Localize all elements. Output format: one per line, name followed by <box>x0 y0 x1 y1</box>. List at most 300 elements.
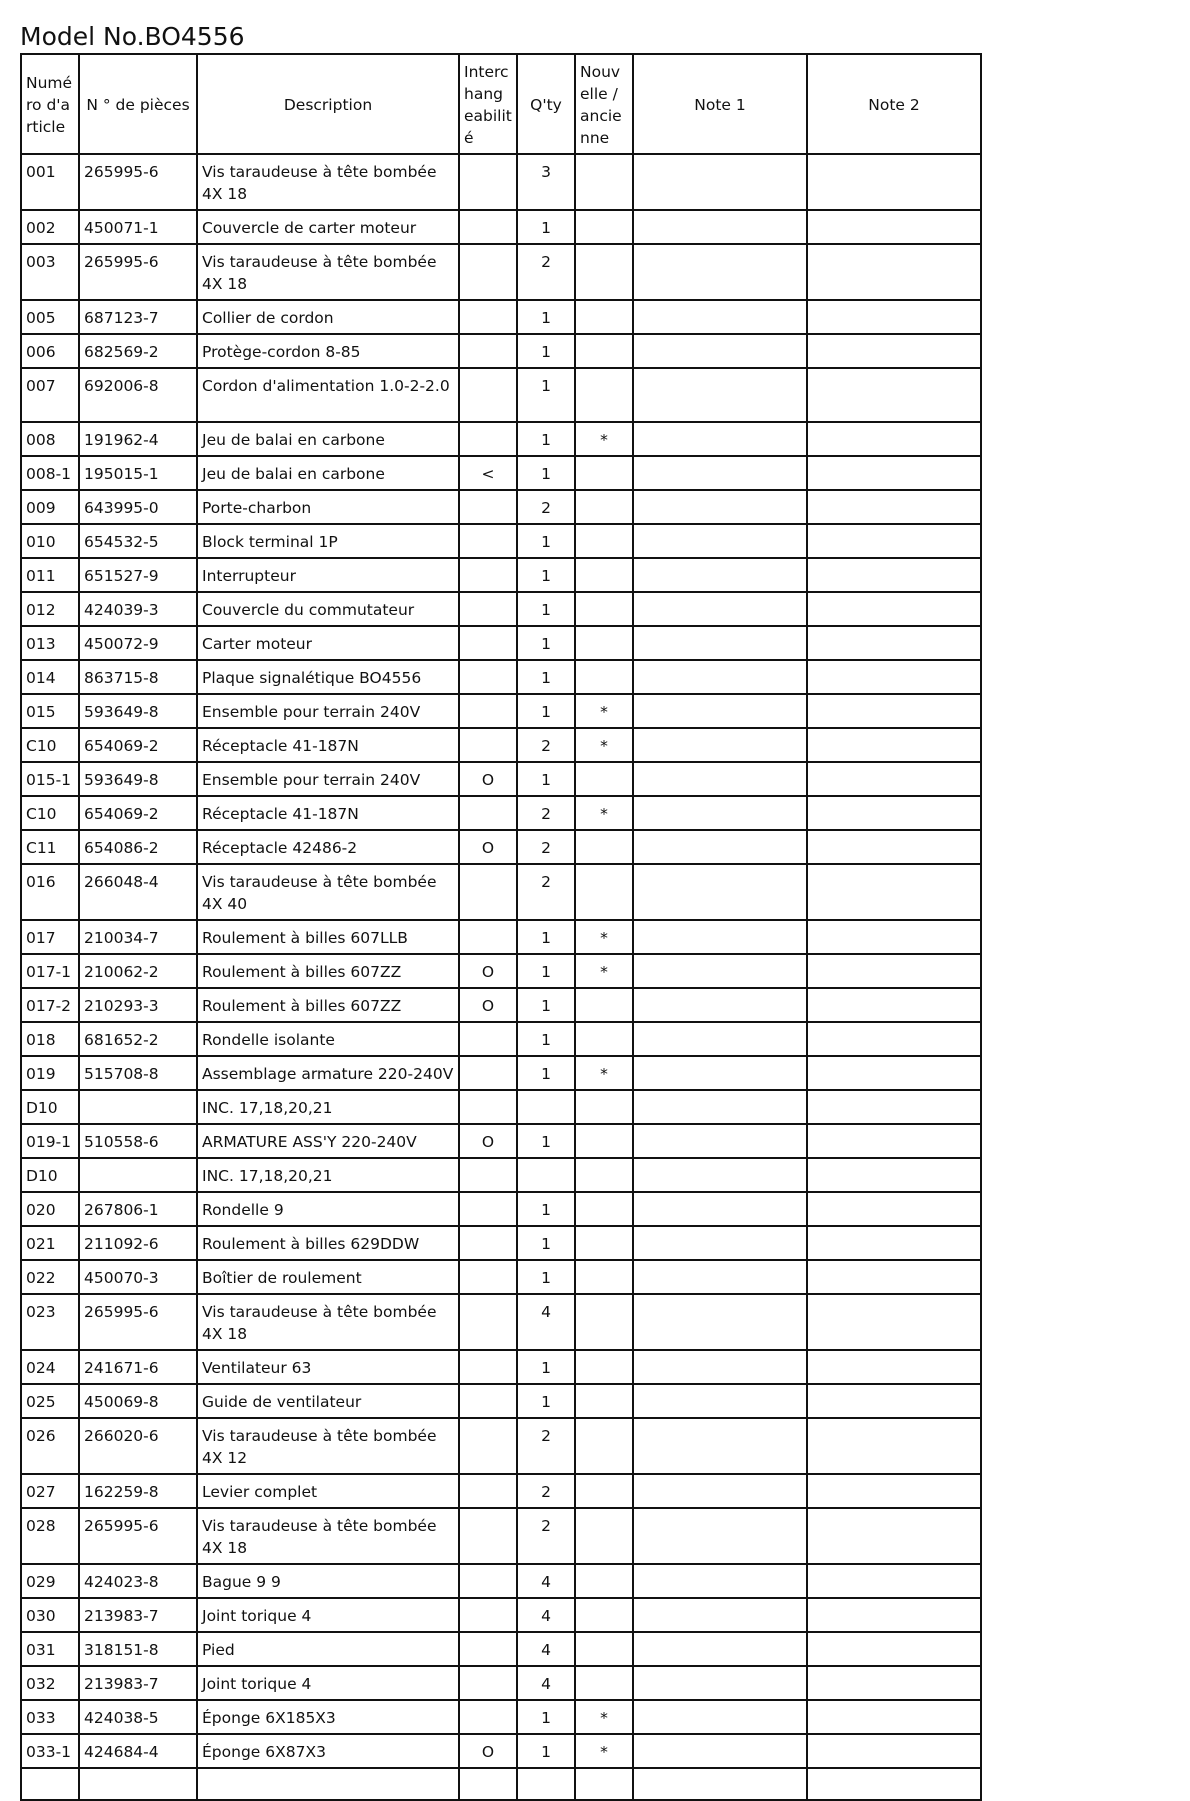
note-2-cell <box>807 1124 981 1158</box>
new-old-cell <box>575 1666 633 1700</box>
part-number-cell: 654069-2 <box>79 796 197 830</box>
part-number-cell: 241671-6 <box>79 1350 197 1384</box>
description-cell: Roulement à billes 607ZZ <box>197 988 459 1022</box>
part-number-cell: 450070-3 <box>79 1260 197 1294</box>
note-1-cell <box>633 920 807 954</box>
note-2-cell <box>807 1294 981 1350</box>
quantity-cell: 2 <box>517 1418 575 1474</box>
description-cell: Roulement à billes 629DDW <box>197 1226 459 1260</box>
interchangeability-cell <box>459 1508 517 1564</box>
note-1-cell <box>633 1384 807 1418</box>
part-number-cell: 191962-4 <box>79 422 197 456</box>
interchangeability-cell <box>459 1294 517 1350</box>
note-2-cell <box>807 154 981 210</box>
note-2-cell <box>807 558 981 592</box>
interchangeability-cell <box>459 1666 517 1700</box>
new-old-cell <box>575 864 633 920</box>
new-old-cell <box>575 660 633 694</box>
interchangeability-cell <box>459 1192 517 1226</box>
description-cell: Vis taraudeuse à tête bombée 4X 18 <box>197 244 459 300</box>
quantity-cell: 1 <box>517 1022 575 1056</box>
part-number-cell: 450069-8 <box>79 1384 197 1418</box>
quantity-cell: 1 <box>517 1384 575 1418</box>
interchangeability-cell <box>459 1350 517 1384</box>
new-old-cell <box>575 1598 633 1632</box>
interchangeability-cell <box>459 1090 517 1124</box>
note-2-cell <box>807 1090 981 1124</box>
note-2-cell <box>807 1056 981 1090</box>
new-old-cell <box>575 1418 633 1474</box>
quantity-cell: 1 <box>517 334 575 368</box>
note-2-cell <box>807 954 981 988</box>
interchangeability-cell <box>459 422 517 456</box>
table-row <box>21 1700 981 1734</box>
table-row <box>21 830 981 864</box>
note-2-cell <box>807 728 981 762</box>
col-header-interchangeability: Interc hang eabilit é <box>459 54 517 154</box>
table-row <box>21 456 981 490</box>
quantity-cell: 2 <box>517 796 575 830</box>
part-number-cell: 318151-8 <box>79 1632 197 1666</box>
note-2-cell <box>807 422 981 456</box>
description-cell: Vis taraudeuse à tête bombée 4X 40 <box>197 864 459 920</box>
part-number-cell: 210034-7 <box>79 920 197 954</box>
note-1-cell <box>633 334 807 368</box>
article-number-cell: 017-1 <box>21 954 79 988</box>
new-old-cell <box>575 1090 633 1124</box>
new-old-cell <box>575 1158 633 1192</box>
new-old-cell: * <box>575 1734 633 1768</box>
description-cell: Roulement à billes 607LLB <box>197 920 459 954</box>
part-number-cell: 265995-6 <box>79 154 197 210</box>
note-2-cell <box>807 1384 981 1418</box>
table-row <box>21 796 981 830</box>
quantity-cell: 1 <box>517 626 575 660</box>
part-number-cell: 162259-8 <box>79 1474 197 1508</box>
article-number-cell: 016 <box>21 864 79 920</box>
article-number-cell: 002 <box>21 210 79 244</box>
article-number-cell: 011 <box>21 558 79 592</box>
part-number-cell: 265995-6 <box>79 1508 197 1564</box>
article-number-cell: 007 <box>21 368 79 422</box>
new-old-cell: * <box>575 954 633 988</box>
part-number-cell: 267806-1 <box>79 1192 197 1226</box>
table-row <box>21 1090 981 1124</box>
description-cell: Jeu de balai en carbone <box>197 422 459 456</box>
article-number-cell: 014 <box>21 660 79 694</box>
new-old-cell <box>575 1192 633 1226</box>
interchangeability-cell <box>459 490 517 524</box>
quantity-cell: 1 <box>517 988 575 1022</box>
new-old-cell <box>575 988 633 1022</box>
note-1-cell <box>633 524 807 558</box>
part-number-cell: 654069-2 <box>79 728 197 762</box>
note-2-cell <box>807 988 981 1022</box>
note-2-cell <box>807 1226 981 1260</box>
new-old-cell <box>575 830 633 864</box>
note-2-cell <box>807 490 981 524</box>
description-cell: Guide de ventilateur <box>197 1384 459 1418</box>
note-1-cell <box>633 1226 807 1260</box>
table-row <box>21 524 981 558</box>
note-1-cell <box>633 244 807 300</box>
new-old-cell <box>575 300 633 334</box>
description-cell: Block terminal 1P <box>197 524 459 558</box>
note-1-cell <box>633 1418 807 1474</box>
note-1-cell <box>633 1350 807 1384</box>
part-number-cell: 450072-9 <box>79 626 197 660</box>
note-2-cell <box>807 1508 981 1564</box>
note-1-cell <box>633 1056 807 1090</box>
new-old-cell <box>575 1350 633 1384</box>
article-number-cell: 029 <box>21 1564 79 1598</box>
col-header-note-1: Note 1 <box>633 54 807 154</box>
new-old-cell <box>575 244 633 300</box>
description-cell: Assemblage armature 220-240V <box>197 1056 459 1090</box>
interchangeability-cell <box>459 1158 517 1192</box>
note-2-cell <box>807 694 981 728</box>
quantity-cell: 1 <box>517 762 575 796</box>
article-number-cell: 003 <box>21 244 79 300</box>
interchangeability-cell: O <box>459 1734 517 1768</box>
description-cell: Joint torique 4 <box>197 1666 459 1700</box>
quantity-cell: 1 <box>517 210 575 244</box>
description-cell: INC. 17,18,20,21 <box>197 1158 459 1192</box>
article-number-cell: 022 <box>21 1260 79 1294</box>
part-number-cell: 424023-8 <box>79 1564 197 1598</box>
interchangeability-cell <box>459 728 517 762</box>
article-number-cell: 030 <box>21 1598 79 1632</box>
new-old-cell: * <box>575 1056 633 1090</box>
article-number-cell: 009 <box>21 490 79 524</box>
note-2-cell <box>807 830 981 864</box>
description-cell: Vis taraudeuse à tête bombée 4X 18 <box>197 154 459 210</box>
description-cell: Vis taraudeuse à tête bombée 4X 12 <box>197 1418 459 1474</box>
interchangeability-cell <box>459 1700 517 1734</box>
note-1-cell <box>633 1598 807 1632</box>
interchangeability-cell <box>459 1474 517 1508</box>
note-2-cell <box>807 626 981 660</box>
table-row <box>21 558 981 592</box>
quantity-cell: 1 <box>517 524 575 558</box>
note-1-cell <box>633 864 807 920</box>
article-number-cell: 018 <box>21 1022 79 1056</box>
interchangeability-cell <box>459 558 517 592</box>
new-old-cell <box>575 490 633 524</box>
note-2-cell <box>807 1418 981 1474</box>
table-row <box>21 762 981 796</box>
article-number-cell: 019-1 <box>21 1124 79 1158</box>
new-old-cell: * <box>575 694 633 728</box>
new-old-cell <box>575 1564 633 1598</box>
quantity-cell: 1 <box>517 456 575 490</box>
note-2-cell <box>807 1022 981 1056</box>
quantity-cell: 1 <box>517 1226 575 1260</box>
article-number-cell: 001 <box>21 154 79 210</box>
description-cell: Éponge 6X87X3 <box>197 1734 459 1768</box>
table-row <box>21 1192 981 1226</box>
table-row <box>21 368 981 422</box>
article-number-cell: 008 <box>21 422 79 456</box>
note-2-cell <box>807 762 981 796</box>
note-1-cell <box>633 1768 807 1800</box>
interchangeability-cell <box>459 1564 517 1598</box>
article-number-cell: 020 <box>21 1192 79 1226</box>
interchangeability-cell <box>459 210 517 244</box>
part-number-cell: 211092-6 <box>79 1226 197 1260</box>
interchangeability-cell <box>459 1418 517 1474</box>
new-old-cell <box>575 1260 633 1294</box>
note-1-cell <box>633 1090 807 1124</box>
note-2-cell <box>807 334 981 368</box>
quantity-cell: 1 <box>517 1260 575 1294</box>
note-2-cell <box>807 592 981 626</box>
description-cell: Protège-cordon 8-85 <box>197 334 459 368</box>
description-cell: ARMATURE ASS'Y 220-240V <box>197 1124 459 1158</box>
note-1-cell <box>633 660 807 694</box>
new-old-cell <box>575 334 633 368</box>
article-number-cell: C10 <box>21 796 79 830</box>
table-row <box>21 1598 981 1632</box>
col-header-part-number: N ° de pièces <box>79 54 197 154</box>
article-number-cell: 010 <box>21 524 79 558</box>
new-old-cell <box>575 1294 633 1350</box>
note-1-cell <box>633 988 807 1022</box>
description-cell: Éponge 6X185X3 <box>197 1700 459 1734</box>
note-1-cell <box>633 954 807 988</box>
note-2-cell <box>807 1666 981 1700</box>
part-number-cell: 265995-6 <box>79 244 197 300</box>
description-cell: Réceptacle 41-187N <box>197 796 459 830</box>
interchangeability-cell <box>459 524 517 558</box>
note-1-cell <box>633 1734 807 1768</box>
quantity-cell: 1 <box>517 1700 575 1734</box>
new-old-cell: * <box>575 920 633 954</box>
new-old-cell <box>575 1768 633 1800</box>
table-row <box>21 334 981 368</box>
part-number-cell: 266048-4 <box>79 864 197 920</box>
note-2-cell <box>807 1768 981 1800</box>
interchangeability-cell <box>459 1260 517 1294</box>
new-old-cell <box>575 1226 633 1260</box>
note-1-cell <box>633 422 807 456</box>
quantity-cell: 1 <box>517 1350 575 1384</box>
table-row <box>21 1474 981 1508</box>
interchangeability-cell <box>459 1022 517 1056</box>
part-number-cell: 213983-7 <box>79 1598 197 1632</box>
quantity-cell: 1 <box>517 592 575 626</box>
table-row <box>21 1768 981 1800</box>
new-old-cell <box>575 1124 633 1158</box>
description-cell: Levier complet <box>197 1474 459 1508</box>
table-row <box>21 988 981 1022</box>
description-cell: Ensemble pour terrain 240V <box>197 694 459 728</box>
description-cell: Pied <box>197 1632 459 1666</box>
quantity-cell: 1 <box>517 660 575 694</box>
note-2-cell <box>807 300 981 334</box>
note-1-cell <box>633 1124 807 1158</box>
quantity-cell: 1 <box>517 1734 575 1768</box>
note-2-cell <box>807 1632 981 1666</box>
quantity-cell <box>517 1158 575 1192</box>
description-cell: Interrupteur <box>197 558 459 592</box>
description-cell: Ensemble pour terrain 240V <box>197 762 459 796</box>
description-cell: Jeu de balai en carbone <box>197 456 459 490</box>
note-2-cell <box>807 1158 981 1192</box>
quantity-cell: 1 <box>517 920 575 954</box>
article-number-cell: 033 <box>21 1700 79 1734</box>
part-number-cell: 643995-0 <box>79 490 197 524</box>
article-number-cell: 005 <box>21 300 79 334</box>
article-number-cell: 019 <box>21 1056 79 1090</box>
note-2-cell <box>807 456 981 490</box>
new-old-cell: * <box>575 422 633 456</box>
note-1-cell <box>633 1022 807 1056</box>
table-row <box>21 1260 981 1294</box>
interchangeability-cell: < <box>459 456 517 490</box>
quantity-cell: 1 <box>517 954 575 988</box>
part-number-cell: 692006-8 <box>79 368 197 422</box>
description-cell: Couvercle de carter moteur <box>197 210 459 244</box>
interchangeability-cell <box>459 626 517 660</box>
quantity-cell: 2 <box>517 830 575 864</box>
col-header-quantity: Q'ty <box>517 54 575 154</box>
quantity-cell: 1 <box>517 694 575 728</box>
new-old-cell <box>575 762 633 796</box>
part-number-cell: 651527-9 <box>79 558 197 592</box>
note-1-cell <box>633 796 807 830</box>
parts-table <box>20 53 982 1801</box>
note-2-cell <box>807 524 981 558</box>
description-cell: Roulement à billes 607ZZ <box>197 954 459 988</box>
article-number-cell: 006 <box>21 334 79 368</box>
part-number-cell: 654532-5 <box>79 524 197 558</box>
table-row <box>21 728 981 762</box>
table-header-row <box>21 54 981 154</box>
article-number-cell: 026 <box>21 1418 79 1474</box>
note-2-cell <box>807 1700 981 1734</box>
quantity-cell: 1 <box>517 368 575 422</box>
article-number-cell: 015-1 <box>21 762 79 796</box>
description-cell: Plaque signalétique BO4556 <box>197 660 459 694</box>
description-cell: Boîtier de roulement <box>197 1260 459 1294</box>
interchangeability-cell <box>459 592 517 626</box>
part-number-cell: 424038-5 <box>79 1700 197 1734</box>
description-cell: Vis taraudeuse à tête bombée 4X 18 <box>197 1508 459 1564</box>
article-number-cell: 025 <box>21 1384 79 1418</box>
part-number-cell <box>79 1090 197 1124</box>
part-number-cell: 195015-1 <box>79 456 197 490</box>
note-1-cell <box>633 300 807 334</box>
quantity-cell: 2 <box>517 728 575 762</box>
note-2-cell <box>807 1734 981 1768</box>
table-row <box>21 154 981 210</box>
new-old-cell <box>575 558 633 592</box>
note-2-cell <box>807 1192 981 1226</box>
interchangeability-cell <box>459 1056 517 1090</box>
interchangeability-cell <box>459 920 517 954</box>
interchangeability-cell <box>459 796 517 830</box>
col-header-note-2: Note 2 <box>807 54 981 154</box>
note-1-cell <box>633 1508 807 1564</box>
interchangeability-cell <box>459 300 517 334</box>
table-row <box>21 300 981 334</box>
interchangeability-cell <box>459 368 517 422</box>
article-number-cell: 033-1 <box>21 1734 79 1768</box>
table-row <box>21 244 981 300</box>
quantity-cell: 2 <box>517 1474 575 1508</box>
interchangeability-cell <box>459 1632 517 1666</box>
new-old-cell <box>575 524 633 558</box>
quantity-cell: 2 <box>517 244 575 300</box>
new-old-cell <box>575 1508 633 1564</box>
part-number-cell: 424684-4 <box>79 1734 197 1768</box>
quantity-cell: 1 <box>517 422 575 456</box>
new-old-cell: * <box>575 796 633 830</box>
article-number-cell: C10 <box>21 728 79 762</box>
note-1-cell <box>633 1260 807 1294</box>
note-2-cell <box>807 864 981 920</box>
note-1-cell <box>633 1474 807 1508</box>
quantity-cell: 1 <box>517 558 575 592</box>
col-header-article-number: Numé ro d'a rticle <box>21 54 79 154</box>
part-number-cell: 210062-2 <box>79 954 197 988</box>
quantity-cell: 4 <box>517 1564 575 1598</box>
quantity-cell: 2 <box>517 864 575 920</box>
description-cell: Carter moteur <box>197 626 459 660</box>
note-2-cell <box>807 660 981 694</box>
note-1-cell <box>633 210 807 244</box>
new-old-cell <box>575 626 633 660</box>
quantity-cell: 4 <box>517 1294 575 1350</box>
new-old-cell <box>575 1384 633 1418</box>
new-old-cell <box>575 210 633 244</box>
note-1-cell <box>633 1700 807 1734</box>
interchangeability-cell <box>459 154 517 210</box>
table-row <box>21 1734 981 1768</box>
quantity-cell: 4 <box>517 1632 575 1666</box>
table-row <box>21 660 981 694</box>
new-old-cell: * <box>575 728 633 762</box>
note-1-cell <box>633 626 807 660</box>
description-cell: Rondelle 9 <box>197 1192 459 1226</box>
note-1-cell <box>633 830 807 864</box>
table-row <box>21 920 981 954</box>
table-row <box>21 1632 981 1666</box>
table-row <box>21 422 981 456</box>
article-number-cell: D10 <box>21 1158 79 1192</box>
article-number-cell: D10 <box>21 1090 79 1124</box>
description-cell: Bague 9 9 <box>197 1564 459 1598</box>
note-2-cell <box>807 1564 981 1598</box>
interchangeability-cell <box>459 244 517 300</box>
note-1-cell <box>633 694 807 728</box>
note-2-cell <box>807 920 981 954</box>
description-cell <box>197 1768 459 1800</box>
quantity-cell: 1 <box>517 1124 575 1158</box>
note-2-cell <box>807 244 981 300</box>
description-cell: Porte-charbon <box>197 490 459 524</box>
article-number-cell: 013 <box>21 626 79 660</box>
description-cell: INC. 17,18,20,21 <box>197 1090 459 1124</box>
new-old-cell <box>575 592 633 626</box>
new-old-cell <box>575 456 633 490</box>
note-1-cell <box>633 558 807 592</box>
part-number-cell: 687123-7 <box>79 300 197 334</box>
table-row <box>21 1384 981 1418</box>
quantity-cell: 2 <box>517 490 575 524</box>
article-number-cell: 015 <box>21 694 79 728</box>
